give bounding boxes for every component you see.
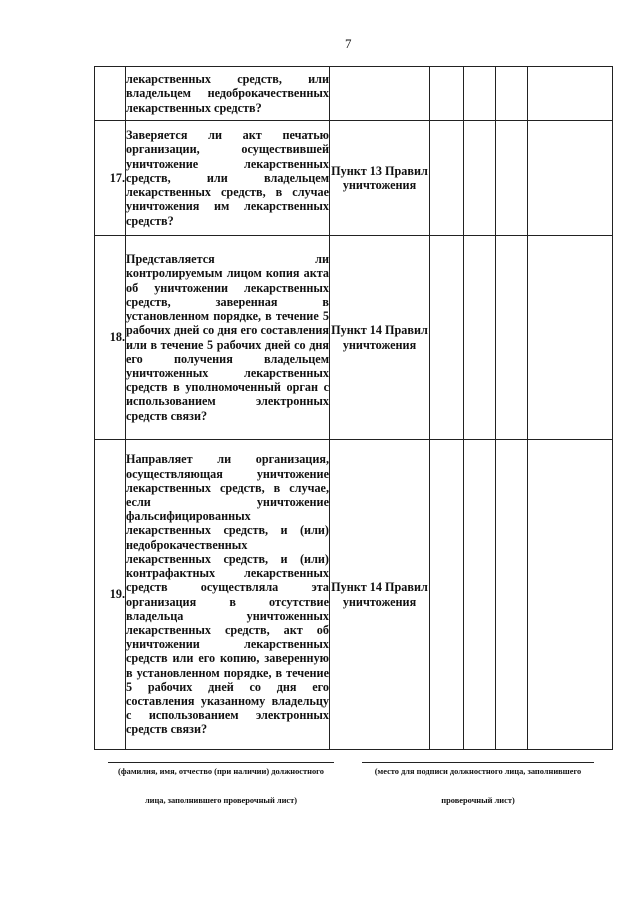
signature-line bbox=[362, 762, 594, 763]
table-row bbox=[95, 121, 613, 236]
answer-na-cell[interactable] bbox=[496, 121, 528, 236]
answer-yes-cell[interactable] bbox=[430, 67, 464, 121]
question-text: лекарственных средств, или владельцем недоброкачественных лекарственных средств? bbox=[126, 67, 330, 121]
answer-na-cell[interactable] bbox=[496, 236, 528, 440]
row-number: 18. bbox=[95, 236, 126, 440]
question-text: Направляет ли организация, осуществляющая уничтожение лекарственных средств, в случае, если уничтожение фальсифицированных лекарственных средств, и (или) недоброкачественных лекарственных средств, и (или) контрафактных лекарственных средств осуществляла эта организация в отсутствие владельца уничтоженных лекарственных средств, акт об уничтожении лекарственных средств или его копию, заверенную в установленном порядке, в течение 5 рабочих дней со дня его составления указанному владельцу с использованием электронных средств связи? bbox=[126, 440, 330, 750]
question-text: Заверяется ли акт печатью организации, осуществившей уничтожение лекарственных средств, или владельцем лекарственных средств, в случае уничтожения им лекарственных средств? bbox=[126, 121, 330, 236]
note-cell[interactable] bbox=[528, 67, 613, 121]
table-row bbox=[95, 67, 613, 121]
reference-text bbox=[330, 67, 430, 121]
signature-line bbox=[108, 762, 334, 763]
table-row bbox=[95, 440, 613, 750]
question-text: Представляется ли контролируемым лицом копия акта об уничтожении лекарственных средств, заверенная в установленном порядке, в течение 5 рабочих дней со дня его составления или в течение 5 рабочих дней со дня его получения владельцем уничтоженных лекарственных средств в уполномоченный орган с использованием электронных средств связи? bbox=[126, 236, 330, 440]
note-cell[interactable] bbox=[528, 121, 613, 236]
reference-text: Пункт 14 Правил уничтожения bbox=[330, 440, 430, 750]
table-row bbox=[95, 236, 613, 440]
note-cell[interactable] bbox=[528, 236, 613, 440]
reference-text: Пункт 14 Правил уничтожения bbox=[330, 236, 430, 440]
signature-official-name bbox=[108, 762, 334, 824]
answer-yes-cell[interactable] bbox=[430, 440, 464, 750]
row-number bbox=[95, 67, 126, 121]
answer-no-cell[interactable] bbox=[464, 121, 496, 236]
checklist-table bbox=[94, 66, 613, 750]
row-number: 17. bbox=[95, 121, 126, 236]
answer-no-cell[interactable] bbox=[464, 67, 496, 121]
answer-na-cell[interactable] bbox=[496, 67, 528, 121]
answer-yes-cell[interactable] bbox=[430, 121, 464, 236]
answer-no-cell[interactable] bbox=[464, 440, 496, 750]
note-cell[interactable] bbox=[528, 440, 613, 750]
signature-caption: проверочный лист) bbox=[441, 796, 515, 805]
answer-yes-cell[interactable] bbox=[430, 236, 464, 440]
answer-no-cell[interactable] bbox=[464, 236, 496, 440]
row-number: 19. bbox=[95, 440, 126, 750]
signature-caption: лица, заполнившего проверочный лист) bbox=[144, 796, 298, 805]
answer-na-cell[interactable] bbox=[496, 440, 528, 750]
signature-caption: (фамилия, имя, отчество (при наличии) должностного bbox=[118, 767, 324, 776]
signature-caption: (место для подписи должностного лица, заполнившего bbox=[374, 767, 582, 776]
reference-text: Пункт 13 Правил уничтожения bbox=[330, 121, 430, 236]
signature-place bbox=[362, 762, 594, 824]
page-number: 7 bbox=[345, 36, 352, 51]
